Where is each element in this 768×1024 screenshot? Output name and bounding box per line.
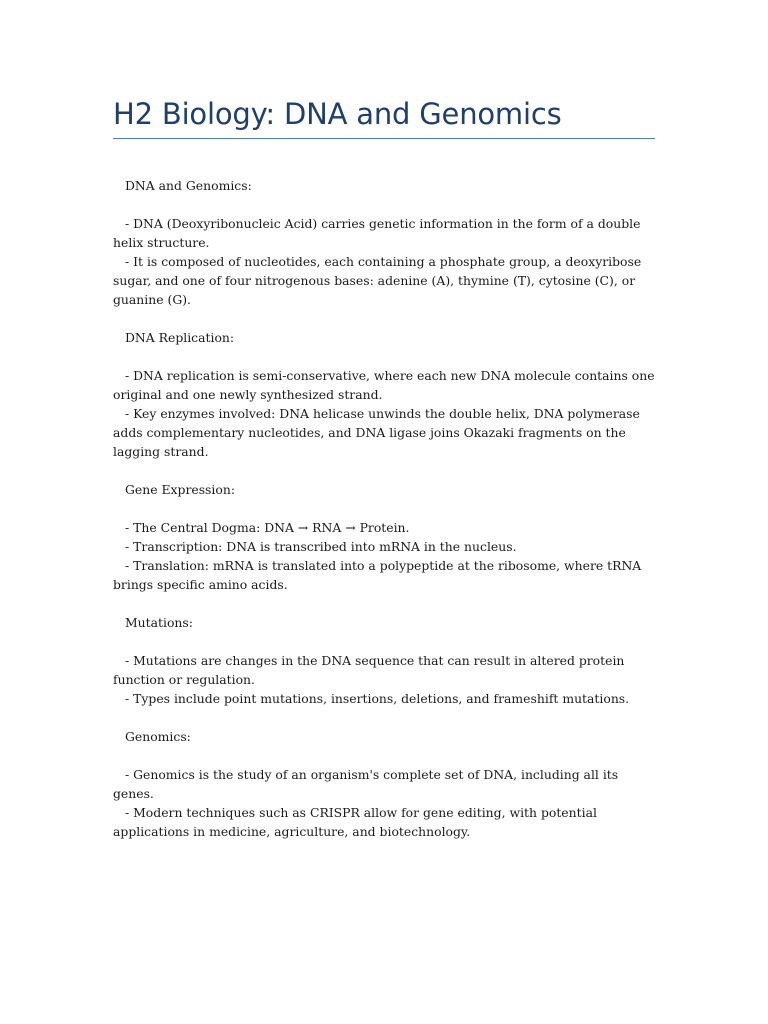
bullet-item: - Types include point mutations, insertions, deletions, and frameshift mutations. [125, 691, 630, 706]
section-dna-and-genomics [113, 176, 655, 309]
bullet-item: - Transcription: DNA is transcribed into mRNA in the nucleus. [125, 539, 517, 554]
bullet-item: - Genomics is the study of an organism's complete set of DNA, including all its genes. [113, 767, 619, 801]
bullet-item: - Translation: mRNA is translated into a polypeptide at the ribosome, where tRNA brings specific amino acids. [113, 558, 642, 592]
document-body [113, 176, 655, 841]
bullet-list [113, 366, 655, 461]
bullet-item: - It is composed of nucleotides, each containing a phosphate group, a deoxyribose sugar, and one of four nitrogenous bases: adenine (A), thymine (T), cytosine (C), or guanine (G). [113, 254, 642, 307]
document-title: H2 Biology: DNA and Genomics [113, 97, 562, 131]
bullet-list [113, 765, 655, 841]
section-heading: DNA and Genomics: [125, 178, 252, 193]
title-underline [113, 138, 655, 139]
bullet-item: - DNA replication is semi-conservative, where each new DNA molecule contains one original and one newly synthesized strand. [113, 368, 655, 402]
section-heading: Mutations: [125, 615, 193, 630]
bullet-list [113, 214, 655, 309]
bullet-item: - DNA (Deoxyribonucleic Acid) carries genetic information in the form of a double helix structure. [113, 216, 641, 250]
section-genomics [113, 727, 655, 841]
section-heading: Gene Expression: [125, 482, 235, 497]
section-gene-expression [113, 480, 655, 594]
section-heading: DNA Replication: [125, 330, 235, 345]
section-mutations [113, 613, 655, 708]
bullet-list [113, 651, 655, 708]
bullet-item: - Key enzymes involved: DNA helicase unwinds the double helix, DNA polymerase adds complementary nucleotides, and DNA ligase joins Okazaki fragments on the lagging strand. [113, 406, 640, 459]
section-heading: Genomics: [125, 729, 191, 744]
section-dna-replication [113, 328, 655, 461]
bullet-item: - Mutations are changes in the DNA sequence that can result in altered protein function or regulation. [113, 653, 625, 687]
document-page [113, 0, 655, 860]
bullet-item: - The Central Dogma: DNA → RNA → Protein. [125, 520, 410, 535]
bullet-item: - Modern techniques such as CRISPR allow for gene editing, with potential applications in medicine, agriculture, and biotechnology. [113, 805, 597, 839]
bullet-list [113, 518, 655, 594]
